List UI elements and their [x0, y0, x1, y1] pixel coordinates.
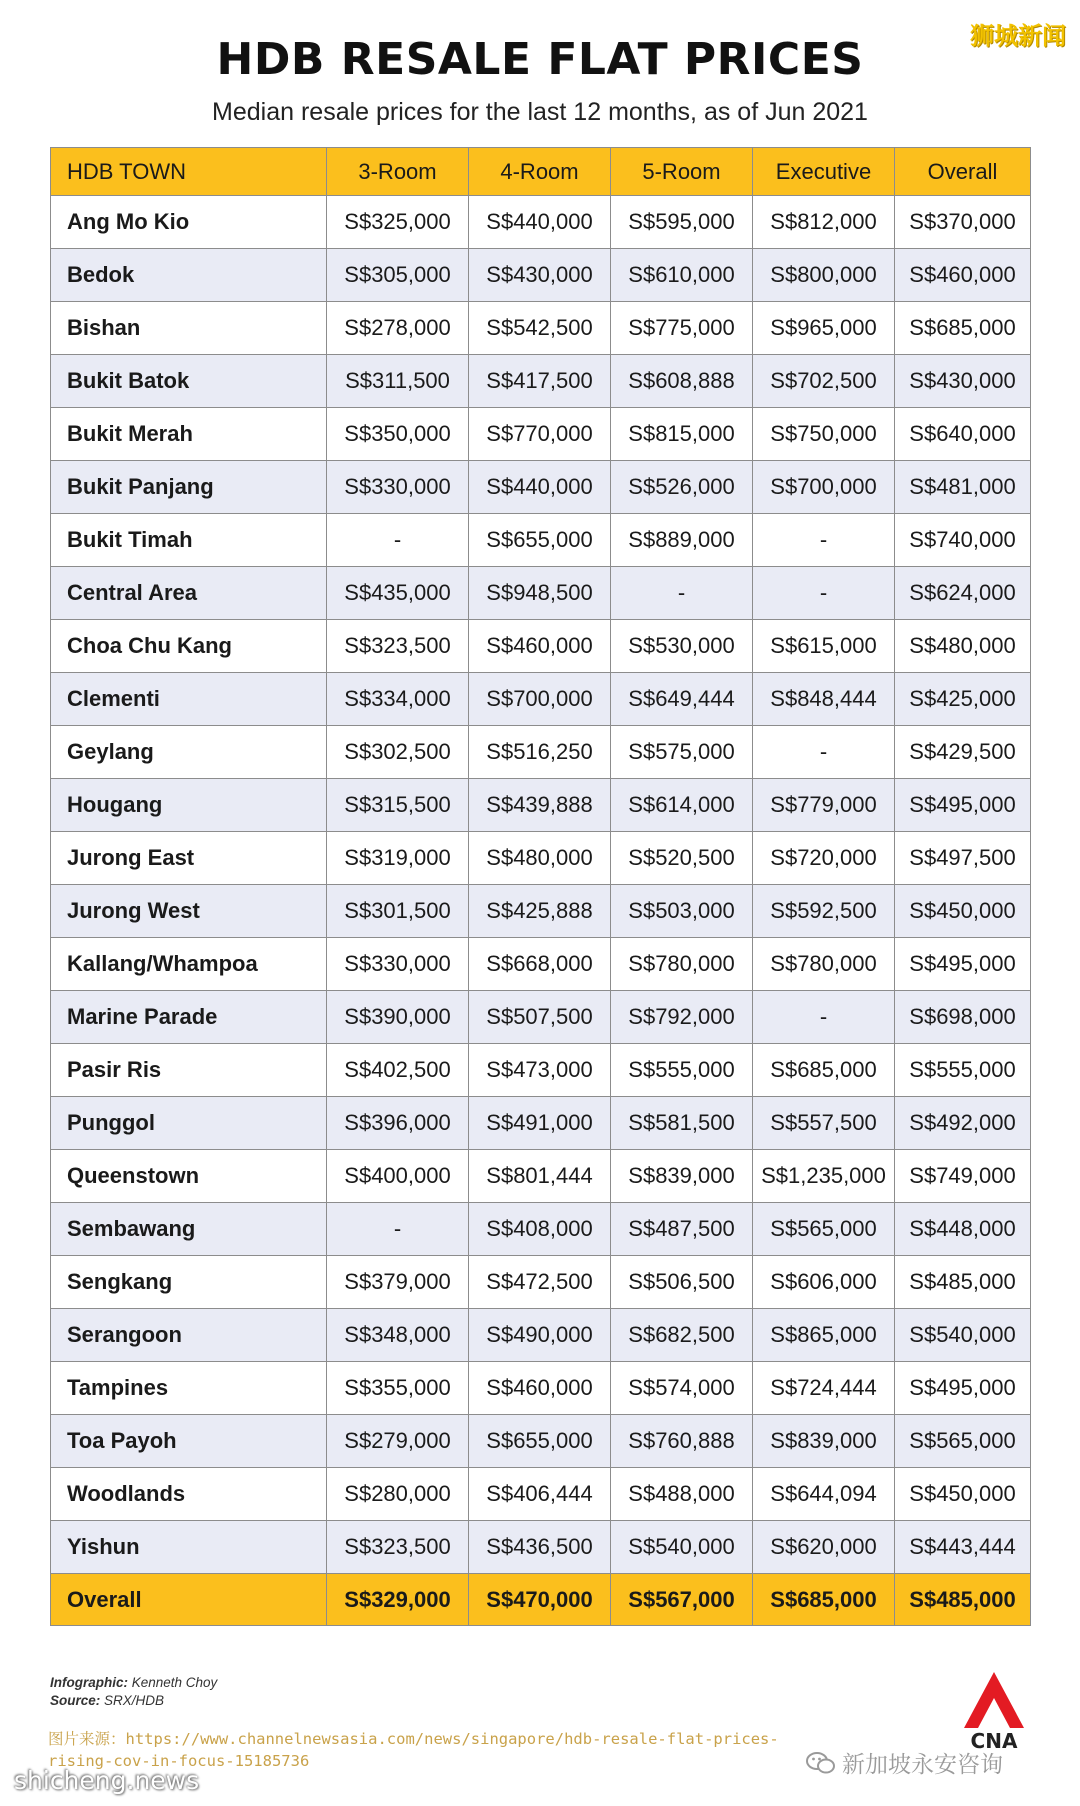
- 4-room-cell: S$408,000: [469, 1203, 611, 1256]
- 3-room-cell: S$390,000: [327, 991, 469, 1044]
- table-row: [51, 1097, 1031, 1150]
- executive-cell: S$620,000: [753, 1521, 895, 1574]
- 4-room-cell: S$948,500: [469, 567, 611, 620]
- 3-room-cell: S$315,500: [327, 779, 469, 832]
- executive-cell: S$779,000: [753, 779, 895, 832]
- executive-cell: S$780,000: [753, 938, 895, 991]
- 4-room-cell: S$490,000: [469, 1309, 611, 1362]
- 5-room-cell: S$506,500: [611, 1256, 753, 1309]
- 3-room-cell: S$301,500: [327, 885, 469, 938]
- 5-room-cell: S$503,000: [611, 885, 753, 938]
- executive-cell: -: [753, 567, 895, 620]
- table-row: [51, 779, 1031, 832]
- image-source-url: 图片来源：https://www.channelnewsasia.com/news/singapore/hdb-resale-flat-prices-rising-cov-in-focus-15185736: [48, 1730, 779, 1770]
- 3-room-cell: S$334,000: [327, 673, 469, 726]
- town-cell: Sembawang: [51, 1203, 327, 1256]
- 4-room-cell: S$491,000: [469, 1097, 611, 1150]
- footer-town-cell: Overall: [51, 1574, 327, 1626]
- 5-room-cell: S$614,000: [611, 779, 753, 832]
- table-row: [51, 567, 1031, 620]
- executive-cell: S$557,500: [753, 1097, 895, 1150]
- column-header-overall: Overall: [895, 148, 1031, 196]
- town-cell: Queenstown: [51, 1150, 327, 1203]
- executive-cell: S$812,000: [753, 196, 895, 249]
- 5-room-cell: S$555,000: [611, 1044, 753, 1097]
- overall-cell: S$565,000: [895, 1415, 1031, 1468]
- executive-cell: -: [753, 991, 895, 1044]
- 3-room-cell: S$311,500: [327, 355, 469, 408]
- 3-room-cell: S$280,000: [327, 1468, 469, 1521]
- 3-room-cell: S$348,000: [327, 1309, 469, 1362]
- town-cell: Toa Payoh: [51, 1415, 327, 1468]
- 4-room-cell: S$460,000: [469, 1362, 611, 1415]
- 4-room-cell: S$801,444: [469, 1150, 611, 1203]
- 3-room-cell: S$400,000: [327, 1150, 469, 1203]
- overall-cell: S$450,000: [895, 885, 1031, 938]
- 5-room-cell: S$581,500: [611, 1097, 753, 1150]
- 3-room-cell: S$325,000: [327, 196, 469, 249]
- 4-room-cell: S$417,500: [469, 355, 611, 408]
- 3-room-cell: -: [327, 1203, 469, 1256]
- town-cell: Bukit Batok: [51, 355, 327, 408]
- table-header-row: [51, 148, 1031, 196]
- town-cell: Sengkang: [51, 1256, 327, 1309]
- table-row: [51, 514, 1031, 567]
- 3-room-cell: S$323,500: [327, 620, 469, 673]
- 4-room-cell: S$655,000: [469, 1415, 611, 1468]
- 4-room-cell: S$473,000: [469, 1044, 611, 1097]
- 3-room-cell: S$350,000: [327, 408, 469, 461]
- 3-room-cell: S$330,000: [327, 938, 469, 991]
- 4-room-cell: S$770,000: [469, 408, 611, 461]
- column-header-executive: Executive: [753, 148, 895, 196]
- town-cell: Ang Mo Kio: [51, 196, 327, 249]
- footer-5-room-cell: S$567,000: [611, 1574, 753, 1626]
- overall-cell: S$450,000: [895, 1468, 1031, 1521]
- executive-cell: S$965,000: [753, 302, 895, 355]
- overall-cell: S$485,000: [895, 1256, 1031, 1309]
- column-header-5-room: 5-Room: [611, 148, 753, 196]
- 3-room-cell: S$278,000: [327, 302, 469, 355]
- 5-room-cell: S$610,000: [611, 249, 753, 302]
- 5-room-cell: S$760,888: [611, 1415, 753, 1468]
- table-row: [51, 1521, 1031, 1574]
- town-cell: Bukit Timah: [51, 514, 327, 567]
- overall-cell: S$497,500: [895, 832, 1031, 885]
- town-cell: Tampines: [51, 1362, 327, 1415]
- table-row: [51, 196, 1031, 249]
- 3-room-cell: S$330,000: [327, 461, 469, 514]
- 3-room-cell: S$279,000: [327, 1415, 469, 1468]
- prices-table: [50, 147, 1031, 1626]
- 4-room-cell: S$655,000: [469, 514, 611, 567]
- executive-cell: S$750,000: [753, 408, 895, 461]
- page-subtitle: Median resale prices for the last 12 months, as of Jun 2021: [212, 98, 868, 126]
- overall-cell: S$481,000: [895, 461, 1031, 514]
- source-value: SRX/HDB: [100, 1693, 165, 1708]
- executive-cell: S$839,000: [753, 1415, 895, 1468]
- 3-room-cell: S$402,500: [327, 1044, 469, 1097]
- credits: [50, 1674, 217, 1710]
- 5-room-cell: S$575,000: [611, 726, 753, 779]
- 5-room-cell: S$889,000: [611, 514, 753, 567]
- town-cell: Serangoon: [51, 1309, 327, 1362]
- 5-room-cell: S$792,000: [611, 991, 753, 1044]
- 5-room-cell: S$839,000: [611, 1150, 753, 1203]
- cna-logo: [962, 1670, 1026, 1750]
- executive-cell: S$800,000: [753, 249, 895, 302]
- table-row: [51, 1256, 1031, 1309]
- 4-room-cell: S$542,500: [469, 302, 611, 355]
- executive-cell: S$685,000: [753, 1044, 895, 1097]
- 5-room-cell: S$649,444: [611, 673, 753, 726]
- town-cell: Central Area: [51, 567, 327, 620]
- 4-room-cell: S$668,000: [469, 938, 611, 991]
- table-row: [51, 1203, 1031, 1256]
- executive-cell: S$615,000: [753, 620, 895, 673]
- executive-cell: S$592,500: [753, 885, 895, 938]
- executive-cell: S$565,000: [753, 1203, 895, 1256]
- 3-room-cell: S$435,000: [327, 567, 469, 620]
- table-footer-row: [51, 1574, 1031, 1626]
- town-cell: Geylang: [51, 726, 327, 779]
- overall-cell: S$740,000: [895, 514, 1031, 567]
- 4-room-cell: S$440,000: [469, 461, 611, 514]
- 3-room-cell: S$355,000: [327, 1362, 469, 1415]
- overall-cell: S$480,000: [895, 620, 1031, 673]
- site-watermark: shicheng.news: [14, 1766, 200, 1795]
- executive-cell: S$644,094: [753, 1468, 895, 1521]
- table-row: [51, 1150, 1031, 1203]
- overall-cell: S$370,000: [895, 196, 1031, 249]
- table-row: [51, 249, 1031, 302]
- executive-cell: S$606,000: [753, 1256, 895, 1309]
- table-row: [51, 832, 1031, 885]
- 4-room-cell: S$439,888: [469, 779, 611, 832]
- infographic-value: Kenneth Choy: [128, 1675, 218, 1690]
- overall-cell: S$624,000: [895, 567, 1031, 620]
- table-row: [51, 726, 1031, 779]
- table-row: [51, 673, 1031, 726]
- footer-overall-cell: S$485,000: [895, 1574, 1031, 1626]
- overall-cell: S$555,000: [895, 1044, 1031, 1097]
- town-cell: Marine Parade: [51, 991, 327, 1044]
- 4-room-cell: S$436,500: [469, 1521, 611, 1574]
- 4-room-cell: S$430,000: [469, 249, 611, 302]
- footer-4-room-cell: S$470,000: [469, 1574, 611, 1626]
- overall-cell: S$429,500: [895, 726, 1031, 779]
- town-cell: Clementi: [51, 673, 327, 726]
- executive-cell: S$1,235,000: [753, 1150, 895, 1203]
- 3-room-cell: S$379,000: [327, 1256, 469, 1309]
- table-row: [51, 991, 1031, 1044]
- 5-room-cell: S$488,000: [611, 1468, 753, 1521]
- executive-cell: -: [753, 726, 895, 779]
- cna-logo-triangle: [964, 1672, 1024, 1728]
- town-cell: Bedok: [51, 249, 327, 302]
- town-cell: Jurong West: [51, 885, 327, 938]
- executive-cell: S$700,000: [753, 461, 895, 514]
- executive-cell: S$720,000: [753, 832, 895, 885]
- table-row: [51, 1468, 1031, 1521]
- 5-room-cell: S$520,500: [611, 832, 753, 885]
- 3-room-cell: S$396,000: [327, 1097, 469, 1150]
- 5-room-cell: S$574,000: [611, 1362, 753, 1415]
- table-row: [51, 885, 1031, 938]
- overall-cell: S$698,000: [895, 991, 1031, 1044]
- column-header-4-room: 4-Room: [469, 148, 611, 196]
- footer-executive-cell: S$685,000: [753, 1574, 895, 1626]
- overall-cell: S$495,000: [895, 779, 1031, 832]
- town-cell: Pasir Ris: [51, 1044, 327, 1097]
- 3-room-cell: S$319,000: [327, 832, 469, 885]
- overall-cell: S$495,000: [895, 938, 1031, 991]
- executive-cell: S$702,500: [753, 355, 895, 408]
- source-label: Source:: [50, 1693, 101, 1708]
- overall-cell: S$460,000: [895, 249, 1031, 302]
- 5-room-cell: S$815,000: [611, 408, 753, 461]
- overall-cell: S$448,000: [895, 1203, 1031, 1256]
- column-header-town: HDB TOWN: [51, 148, 327, 196]
- table-row: [51, 1362, 1031, 1415]
- executive-cell: S$865,000: [753, 1309, 895, 1362]
- town-cell: Jurong East: [51, 832, 327, 885]
- town-cell: Punggol: [51, 1097, 327, 1150]
- 3-room-cell: -: [327, 514, 469, 567]
- town-cell: Kallang/Whampoa: [51, 938, 327, 991]
- table-row: [51, 461, 1031, 514]
- town-cell: Yishun: [51, 1521, 327, 1574]
- 3-room-cell: S$323,500: [327, 1521, 469, 1574]
- 4-room-cell: S$440,000: [469, 196, 611, 249]
- 4-room-cell: S$460,000: [469, 620, 611, 673]
- 5-room-cell: S$608,888: [611, 355, 753, 408]
- executive-cell: S$848,444: [753, 673, 895, 726]
- executive-cell: -: [753, 514, 895, 567]
- table-row: [51, 355, 1031, 408]
- 5-room-cell: S$530,000: [611, 620, 753, 673]
- source-credit: [50, 1692, 217, 1710]
- infographic-label: Infographic:: [50, 1675, 128, 1690]
- overall-cell: S$685,000: [895, 302, 1031, 355]
- table-row: [51, 1309, 1031, 1362]
- overall-cell: S$492,000: [895, 1097, 1031, 1150]
- 5-room-cell: S$682,500: [611, 1309, 753, 1362]
- overall-cell: S$640,000: [895, 408, 1031, 461]
- cna-logo-text: CNA: [970, 1729, 1018, 1750]
- page-title: HDB RESALE FLAT PRICES: [216, 34, 864, 85]
- town-cell: Choa Chu Kang: [51, 620, 327, 673]
- 5-room-cell: S$780,000: [611, 938, 753, 991]
- overall-cell: S$425,000: [895, 673, 1031, 726]
- town-cell: Hougang: [51, 779, 327, 832]
- town-cell: Bukit Panjang: [51, 461, 327, 514]
- wechat-watermark: [806, 1746, 1003, 1779]
- 5-room-cell: S$775,000: [611, 302, 753, 355]
- 4-room-cell: S$425,888: [469, 885, 611, 938]
- executive-cell: S$724,444: [753, 1362, 895, 1415]
- 4-room-cell: S$700,000: [469, 673, 611, 726]
- infographic-credit: [50, 1674, 217, 1692]
- 5-room-cell: S$540,000: [611, 1521, 753, 1574]
- overall-cell: S$443,444: [895, 1521, 1031, 1574]
- overall-cell: S$495,000: [895, 1362, 1031, 1415]
- table-row: [51, 1044, 1031, 1097]
- column-header-3-room: 3-Room: [327, 148, 469, 196]
- overall-cell: S$749,000: [895, 1150, 1031, 1203]
- 4-room-cell: S$516,250: [469, 726, 611, 779]
- town-cell: Bishan: [51, 302, 327, 355]
- 5-room-cell: S$526,000: [611, 461, 753, 514]
- 5-room-cell: S$595,000: [611, 196, 753, 249]
- footer-3-room-cell: S$329,000: [327, 1574, 469, 1626]
- town-cell: Bukit Merah: [51, 408, 327, 461]
- 5-room-cell: -: [611, 567, 753, 620]
- table-row: [51, 938, 1031, 991]
- watermark-top: 狮城新闻: [970, 22, 1066, 50]
- 5-room-cell: S$487,500: [611, 1203, 753, 1256]
- 4-room-cell: S$507,500: [469, 991, 611, 1044]
- 4-room-cell: S$406,444: [469, 1468, 611, 1521]
- 3-room-cell: S$302,500: [327, 726, 469, 779]
- wechat-icon: [806, 1751, 836, 1775]
- overall-cell: S$430,000: [895, 355, 1031, 408]
- overall-cell: S$540,000: [895, 1309, 1031, 1362]
- table-row: [51, 408, 1031, 461]
- table-row: [51, 302, 1031, 355]
- wechat-account-name: 新加坡永安咨询: [842, 1752, 1003, 1778]
- table-row: [51, 1415, 1031, 1468]
- table-row: [51, 620, 1031, 673]
- 4-room-cell: S$480,000: [469, 832, 611, 885]
- 4-room-cell: S$472,500: [469, 1256, 611, 1309]
- 3-room-cell: S$305,000: [327, 249, 469, 302]
- town-cell: Woodlands: [51, 1468, 327, 1521]
